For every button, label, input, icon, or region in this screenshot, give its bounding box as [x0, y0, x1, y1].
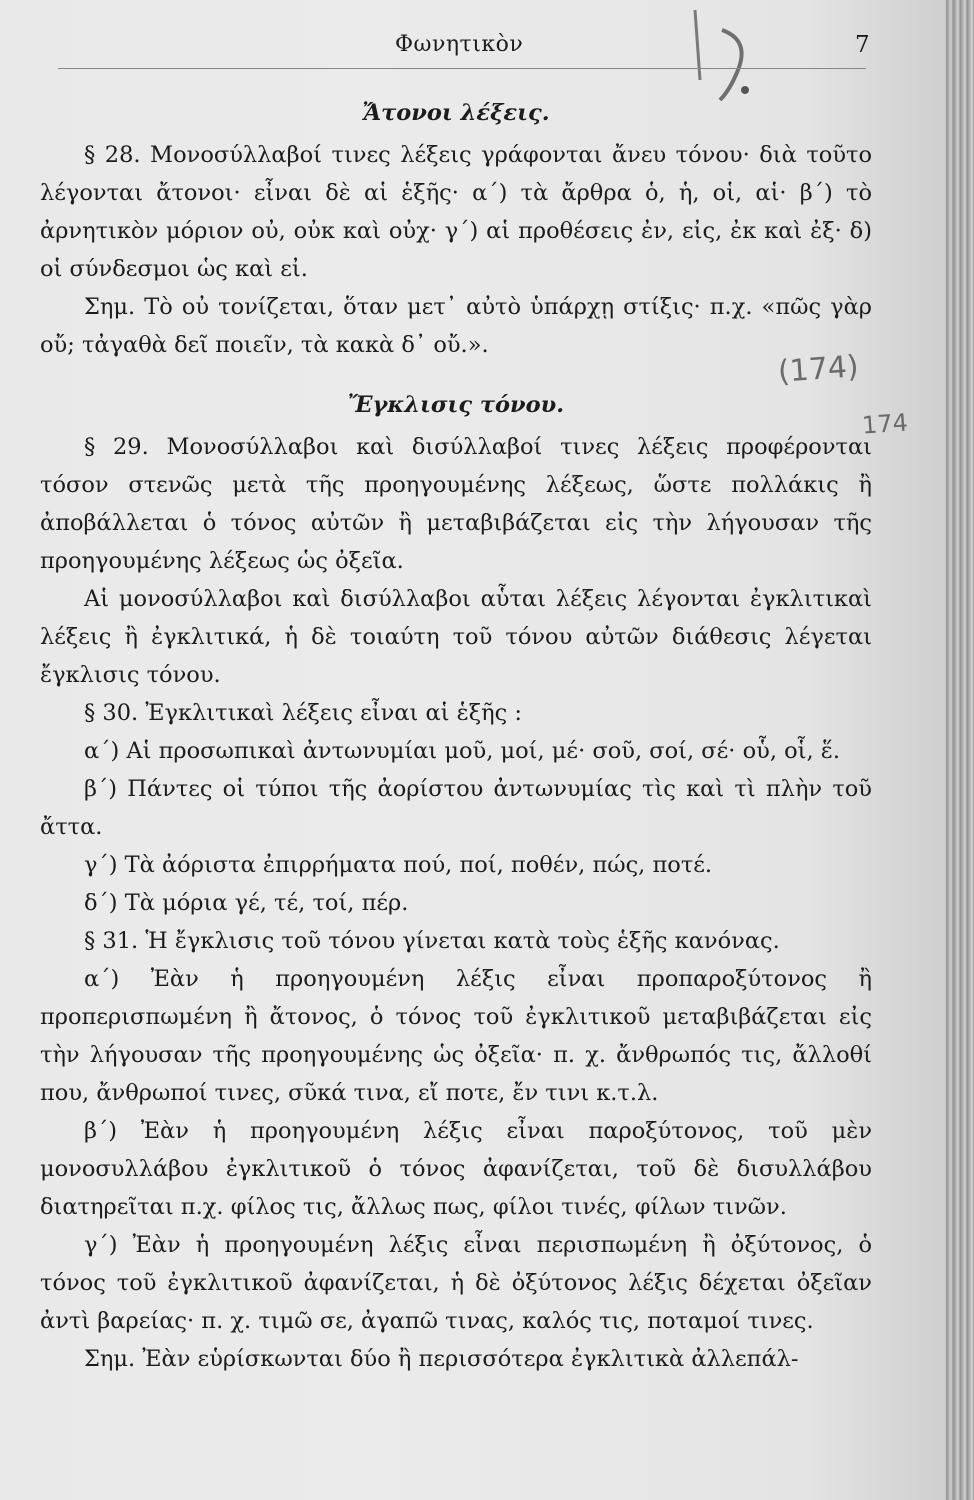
paragraph-30-item-d: δ΄) Τὰ μόρια γέ, τέ, τοί, πέρ.	[84, 890, 409, 916]
paragraph-30-item-a: α΄) Αἱ προσωπικαὶ ἀντωνυμίαι μοῦ, μοί, μέ· σοῦ, σοί, σέ· οὗ, οἷ, ἕ.	[84, 738, 841, 764]
margin-note-pencil-right: 174	[861, 408, 909, 440]
page-edge-stack	[946, 0, 974, 1500]
note-paragraph: Σημ. Τὸ οὐ τονίζεται, ὅταν μετ᾽ αὐτὸ ὑπάρχῃ στίξις· π.χ. «πῶς γὰρ οὔ; τἀγαθὰ δεῖ ποιεῖν, τὰ κακὰ δ᾽ οὔ.».	[40, 294, 872, 358]
paragraph-30-item-b: β΄) Πάντες οἱ τύποι τῆς ἀορίστου ἀντωνυμίας τὶς καὶ τὶ πλὴν τοῦ ἄττα.	[40, 776, 872, 840]
paragraph-30: § 30. Ἐγκλιτικαὶ λέξεις εἶναι αἱ ἑξῆς :	[84, 700, 522, 726]
section-heading-enklisis: Ἔγκλισις τόνου.	[347, 392, 565, 418]
paragraph-29-continued: Αἱ μονοσύλλαβοι καὶ δισύλλαβοι αὗται λέξεις λέγονται ἐγκλιτικαὶ λέξεις ἢ ἐγκλιτικά, ἡ δὲ τοιαύτη τοῦ τόνου αὐτῶν διάθεσις λέγεται ἔγκλισις τόνου.	[40, 586, 872, 688]
note-paragraph-final: Σημ. Ἐὰν εὑρίσκωνται δύο ἢ περισσότερα ἐγκλιτικὰ ἀλλεπάλ-	[84, 1346, 799, 1372]
paragraph-30-item-c: γ΄) Τὰ ἀόριστα ἐπιρρήματα πού, ποί, ποθέν, πώς, ποτέ.	[84, 852, 713, 878]
paragraph-31-rule-c: γ΄) Ἐὰν ἡ προηγουμένη λέξις εἶναι περισπωμένη ἢ ὀξύτονος, ὁ τόνος τοῦ ἐγκλιτικοῦ ἀφανίζεται, ἡ δὲ ὀξύτονος λέξις δέχεται ὀξεῖαν ἀντὶ βαρείας· π. χ. τιμῶ σε, ἀγαπῶ τινας, καλός τις, ποταμοί τινες.	[40, 1232, 872, 1334]
paragraph-28: § 28. Μονοσύλλαβοί τινες λέξεις γράφονται ἄνευ τόνου· διὰ τοῦτο λέγονται ἄτονοι· εἶναι δὲ αἱ ἑξῆς· α΄) τὰ ἄρθρα ὁ, ἡ, οἱ, αἱ· β΄) τὸ ἀρνητικὸν μόριον οὐ, οὐκ καὶ οὐχ· γ΄) αἱ προθέσεις ἐν, εἰς, ἐκ καὶ ἐξ· δ) οἱ σύνδεσμοι ὡς καὶ εἰ.	[40, 142, 872, 282]
paragraph-31: § 31. Ἡ ἔγκλισις τοῦ τόνου γίνεται κατὰ τοὺς ἑξῆς κανόνας.	[84, 928, 780, 954]
paragraph-29: § 29. Μονοσύλλαβοι καὶ δισύλλαβοί τινες λέξεις προφέρονται τόσον στενῶς μετὰ τῆς προηγουμένης λέξεως, ὥστε πολλάκις ἢ ἀποβάλλεται ὁ τόνος αὐτῶν ἢ μεταβιβάζεται εἰς τὴν λήγουσαν τῆς προηγουμένης λέξεως ὡς ὀξεῖα.	[40, 434, 872, 574]
margin-note-pencil: (174)	[776, 349, 860, 390]
paragraph-31-rule-a: α΄) Ἐὰν ἡ προηγουμένη λέξις εἶναι προπαροξύτονος ἢ προπερισπωμένη ἢ ἄτονος, ὁ τόνος τοῦ ἐγκλιτικοῦ μεταβιβάζεται εἰς τὴν λήγουσαν τῆς προηγουμένης ὡς ὀξεῖα· π. χ. ἄνθρωπός τις, ἄλλοθί που, ἄνθρωποί τινες, σῦκά τινα, εἴ ποτε, ἔν τινι κ.τ.λ.	[40, 966, 872, 1106]
page-body	[40, 88, 872, 1378]
page-number: 7	[855, 32, 870, 58]
running-title: Φωνητικὸν	[395, 32, 524, 57]
section-heading-atonoi: Ἄτονοι λέξεις.	[362, 100, 550, 126]
running-header	[0, 32, 946, 62]
paragraph-31-rule-b: β΄) Ἐὰν ἡ προηγουμένη λέξις εἶναι παροξύτονος, τοῦ μὲν μονοσυλλάβου ἐγκλιτικοῦ ὁ τόνος ἀφανίζεται, τοῦ δὲ δισυλλάβου διατηρεῖται π.χ. φίλος τις, ἄλλως πως, φίλοι τινές, φίλων τινῶν.	[40, 1118, 872, 1220]
header-rule	[58, 68, 866, 69]
